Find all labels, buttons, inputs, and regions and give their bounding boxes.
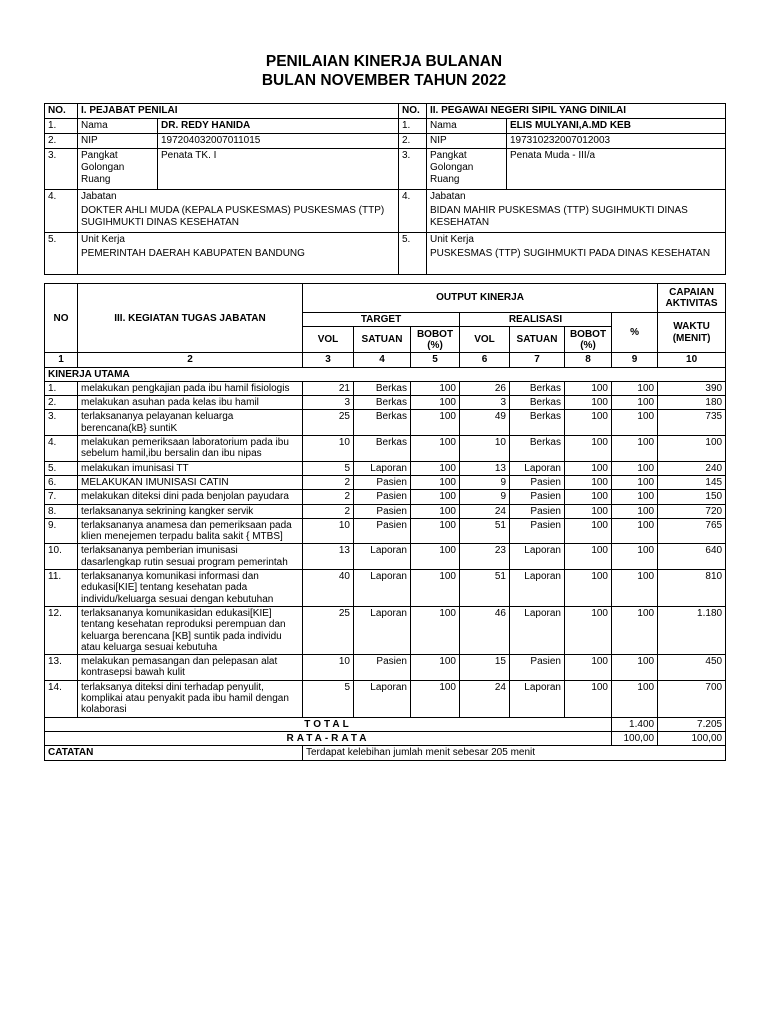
- activity-description: MELAKUKAN IMUNISASI CATIN: [78, 475, 303, 489]
- target-vol: 21: [303, 381, 354, 395]
- realisasi-bobot: 100: [565, 381, 612, 395]
- kinerja-utama-label: KINERJA UTAMA: [45, 367, 726, 381]
- target-satuan: Berkas: [354, 381, 411, 395]
- average-percent: 100,00: [612, 731, 658, 745]
- realisasi-vol: 24: [460, 504, 510, 518]
- row-number: 5.: [45, 232, 78, 275]
- header-target: TARGET: [303, 313, 460, 327]
- target-vol: 25: [303, 410, 354, 436]
- row-number: 1.: [45, 381, 78, 395]
- row-number: 1.: [45, 119, 78, 134]
- target-satuan: Pasien: [354, 504, 411, 518]
- catatan-label: CATATAN: [45, 746, 303, 760]
- pejabat-nip-value: 197204032007011015: [158, 134, 399, 149]
- activity-row: [45, 544, 726, 570]
- waktu-value: 640: [658, 544, 726, 570]
- identity-table: [44, 103, 726, 275]
- activity-description: terlaksananya komunikasi informasi dan edukasi[KIE] tentang kesehatan pada individu/keluarga sesuai dengan kebutuhan: [78, 570, 303, 607]
- waktu-value: 180: [658, 396, 726, 410]
- identity-header-row: [45, 104, 726, 119]
- target-vol: 3: [303, 396, 354, 410]
- document-title: PENILAIAN KINERJA BULANAN: [265, 53, 503, 70]
- realisasi-vol: 9: [460, 475, 510, 489]
- kinerja-table: [44, 283, 726, 761]
- realisasi-vol: 51: [460, 518, 510, 544]
- waktu-value: 450: [658, 655, 726, 681]
- target-vol: 13: [303, 544, 354, 570]
- header-row-1: [45, 284, 726, 313]
- identity-row-jabatan-label: [45, 190, 726, 205]
- realisasi-vol: 13: [460, 461, 510, 475]
- header-realisasi: REALISASI: [460, 313, 612, 327]
- realisasi-vol: 23: [460, 544, 510, 570]
- activity-description: melakukan imunisasi TT: [78, 461, 303, 475]
- header-realisasi-satuan: SATUAN: [510, 327, 565, 353]
- pegawai-section-title: II. PEGAWAI NEGERI SIPIL YANG DINILAI: [427, 104, 726, 119]
- average-label: RATA-RATA: [45, 731, 612, 745]
- column-number: 7: [510, 353, 565, 367]
- field-label: Jabatan: [427, 190, 726, 205]
- row-number: 5.: [399, 232, 427, 275]
- row-number: 2.: [45, 134, 78, 149]
- target-bobot: 100: [411, 461, 460, 475]
- target-satuan: Pasien: [354, 490, 411, 504]
- column-number: 9: [612, 353, 658, 367]
- realisasi-satuan: Berkas: [510, 410, 565, 436]
- target-satuan: Berkas: [354, 436, 411, 462]
- target-vol: 5: [303, 461, 354, 475]
- pejabat-jabatan-value: DOKTER AHLI MUDA (KEPALA PUSKESMAS) PUSKESMAS (TTP) SUGIHMUKTI DINAS KESEHATAN: [78, 204, 399, 232]
- target-satuan: Berkas: [354, 410, 411, 436]
- row-number: 4.: [45, 190, 78, 233]
- row-number: 1.: [399, 119, 427, 134]
- pejabat-section-title: I. PEJABAT PENILAI: [78, 104, 399, 119]
- header-kegiatan: III. KEGIATAN TUGAS JABATAN: [78, 284, 303, 353]
- header-percent: %: [612, 313, 658, 353]
- realisasi-bobot: 100: [565, 518, 612, 544]
- realisasi-vol: 15: [460, 655, 510, 681]
- realisasi-satuan: Berkas: [510, 436, 565, 462]
- waktu-value: 720: [658, 504, 726, 518]
- realisasi-bobot: 100: [565, 544, 612, 570]
- target-satuan: Laporan: [354, 461, 411, 475]
- row-number: 8.: [45, 504, 78, 518]
- target-satuan: Pasien: [354, 518, 411, 544]
- target-vol: 10: [303, 518, 354, 544]
- realisasi-satuan: Pasien: [510, 490, 565, 504]
- column-number: 3: [303, 353, 354, 367]
- realisasi-satuan: Laporan: [510, 570, 565, 607]
- activity-description: melakukan asuhan pada kelas ibu hamil: [78, 396, 303, 410]
- identity-row-unit-value: [45, 247, 726, 275]
- header-target-vol: VOL: [303, 327, 354, 353]
- document-subtitle: BULAN NOVEMBER TAHUN 2022: [261, 72, 507, 89]
- realisasi-vol: 51: [460, 570, 510, 607]
- percent-value: 100: [612, 461, 658, 475]
- percent-value: 100: [612, 475, 658, 489]
- activity-row: [45, 680, 726, 717]
- target-satuan: Pasien: [354, 655, 411, 681]
- field-label: NIP: [78, 134, 158, 149]
- realisasi-satuan: Pasien: [510, 518, 565, 544]
- target-bobot: 100: [411, 570, 460, 607]
- header-waktu: WAKTU (MENIT): [658, 313, 726, 353]
- realisasi-bobot: 100: [565, 680, 612, 717]
- target-satuan: Laporan: [354, 544, 411, 570]
- activity-row: [45, 396, 726, 410]
- activity-description: melakukan diteksi dini pada benjolan payudara: [78, 490, 303, 504]
- realisasi-satuan: Berkas: [510, 381, 565, 395]
- target-bobot: 100: [411, 544, 460, 570]
- target-bobot: 100: [411, 475, 460, 489]
- pegawai-jabatan-value: BIDAN MAHIR PUSKESMAS (TTP) SUGIHMUKTI DINAS KESEHATAN: [427, 204, 726, 232]
- activity-row: [45, 504, 726, 518]
- realisasi-vol: 3: [460, 396, 510, 410]
- activity-row: [45, 606, 726, 654]
- target-satuan: Berkas: [354, 396, 411, 410]
- percent-value: 100: [612, 606, 658, 654]
- row-number: 10.: [45, 544, 78, 570]
- header-output-kinerja: OUTPUT KINERJA: [303, 284, 658, 313]
- row-number: 7.: [45, 490, 78, 504]
- percent-value: 100: [612, 544, 658, 570]
- realisasi-satuan: Pasien: [510, 475, 565, 489]
- waktu-value: 145: [658, 475, 726, 489]
- pegawai-no-header: NO.: [399, 104, 427, 119]
- activity-description: terlaksananya komunikasidan edukasi[KIE] tentang kesehatan reproduksi perempuan dan keluarga berencana [KB] suntik pada individu atau keluarga sesuai kebutuha: [78, 606, 303, 654]
- realisasi-bobot: 100: [565, 606, 612, 654]
- activity-description: melakukan pengkajian pada ibu hamil fisiologis: [78, 381, 303, 395]
- percent-value: 100: [612, 396, 658, 410]
- row-number: 9.: [45, 518, 78, 544]
- percent-value: 100: [612, 436, 658, 462]
- row-number: 14.: [45, 680, 78, 717]
- row-number: 4.: [399, 190, 427, 233]
- target-bobot: 100: [411, 606, 460, 654]
- column-number: 2: [78, 353, 303, 367]
- realisasi-bobot: 100: [565, 570, 612, 607]
- target-bobot: 100: [411, 518, 460, 544]
- target-satuan: Laporan: [354, 606, 411, 654]
- identity-row-unit-label: [45, 232, 726, 247]
- row-number: 11.: [45, 570, 78, 607]
- activity-rows: [45, 381, 726, 717]
- target-satuan: Pasien: [354, 475, 411, 489]
- target-bobot: 100: [411, 490, 460, 504]
- column-number: 6: [460, 353, 510, 367]
- activity-row: [45, 490, 726, 504]
- catatan-row: [45, 746, 726, 760]
- realisasi-satuan: Pasien: [510, 504, 565, 518]
- field-label: Unit Kerja: [427, 232, 726, 247]
- realisasi-vol: 9: [460, 490, 510, 504]
- average-waktu: 100,00: [658, 731, 726, 745]
- realisasi-bobot: 100: [565, 504, 612, 518]
- field-label: Unit Kerja: [78, 232, 399, 247]
- average-row: [45, 731, 726, 745]
- field-label: NIP: [427, 134, 507, 149]
- row-number: 6.: [45, 475, 78, 489]
- activity-description: terlaksananya sekrining kangker servik: [78, 504, 303, 518]
- realisasi-bobot: 100: [565, 475, 612, 489]
- realisasi-bobot: 100: [565, 410, 612, 436]
- column-number: 1: [45, 353, 78, 367]
- realisasi-bobot: 100: [565, 461, 612, 475]
- target-bobot: 100: [411, 396, 460, 410]
- realisasi-bobot: 100: [565, 396, 612, 410]
- target-bobot: 100: [411, 504, 460, 518]
- activity-description: terlaksananya anamesa dan pemeriksaan pada klien menejemen terpadu balita sakit { MTBS]: [78, 518, 303, 544]
- identity-row-nip: [45, 134, 726, 149]
- total-percent: 1.400: [612, 717, 658, 731]
- realisasi-bobot: 100: [565, 490, 612, 504]
- header-target-bobot: BOBOT (%): [411, 327, 460, 353]
- header-target-satuan: SATUAN: [354, 327, 411, 353]
- header-no: NO: [45, 284, 78, 353]
- row-number: 3.: [45, 410, 78, 436]
- field-label: Nama: [427, 119, 507, 134]
- identity-row-pangkat: [45, 149, 726, 190]
- activity-row: [45, 461, 726, 475]
- waktu-value: 1.180: [658, 606, 726, 654]
- activity-row: [45, 381, 726, 395]
- percent-value: 100: [612, 655, 658, 681]
- catatan-text: Terdapat kelebihan jumlah menit sebesar 205 menit: [303, 746, 726, 760]
- realisasi-satuan: Laporan: [510, 544, 565, 570]
- pegawai-nip-value: 197310232007012003: [507, 134, 726, 149]
- header-capaian: CAPAIAN AKTIVITAS: [658, 284, 726, 313]
- row-number: 5.: [45, 461, 78, 475]
- realisasi-vol: 24: [460, 680, 510, 717]
- waktu-value: 765: [658, 518, 726, 544]
- target-vol: 5: [303, 680, 354, 717]
- total-waktu: 7.205: [658, 717, 726, 731]
- realisasi-satuan: Berkas: [510, 396, 565, 410]
- target-satuan: Laporan: [354, 680, 411, 717]
- pejabat-nama-value: DR. REDY HANIDA: [158, 119, 399, 134]
- identity-row-jabatan-value: [45, 204, 726, 232]
- row-number: 4.: [45, 436, 78, 462]
- percent-value: 100: [612, 518, 658, 544]
- waktu-value: 735: [658, 410, 726, 436]
- pejabat-unit-value: PEMERINTAH DAERAH KABUPATEN BANDUNG: [78, 247, 399, 275]
- percent-value: 100: [612, 504, 658, 518]
- row-number: 12.: [45, 606, 78, 654]
- activity-row: [45, 410, 726, 436]
- column-number: 4: [354, 353, 411, 367]
- activity-description: terlaksananya pelayanan keluarga berencana(kB} suntiK: [78, 410, 303, 436]
- row-number: 3.: [45, 149, 78, 190]
- pegawai-pangkat-value: Penata Muda - III/a: [507, 149, 726, 190]
- realisasi-vol: 26: [460, 381, 510, 395]
- total-label: TOTAL: [45, 717, 612, 731]
- percent-value: 100: [612, 570, 658, 607]
- realisasi-satuan: Pasien: [510, 655, 565, 681]
- identity-row-nama: [45, 119, 726, 134]
- row-number: 3.: [399, 149, 427, 190]
- target-vol: 10: [303, 655, 354, 681]
- target-satuan: Laporan: [354, 570, 411, 607]
- activity-description: melakukan pemasangan dan pelepasan alat kontrasepsi bawah kulit: [78, 655, 303, 681]
- realisasi-vol: 10: [460, 436, 510, 462]
- target-vol: 25: [303, 606, 354, 654]
- field-label: Nama: [78, 119, 158, 134]
- realisasi-satuan: Laporan: [510, 461, 565, 475]
- realisasi-satuan: Laporan: [510, 606, 565, 654]
- waktu-value: 100: [658, 436, 726, 462]
- kinerja-utama-row: [45, 367, 726, 381]
- percent-value: 100: [612, 680, 658, 717]
- header-realisasi-vol: VOL: [460, 327, 510, 353]
- activity-row: [45, 436, 726, 462]
- waktu-value: 390: [658, 381, 726, 395]
- activity-description: terlaksanya diteksi dini terhadap penyulit, komplikai atau penyakit pada ibu hamil dengan kolaborasi: [78, 680, 303, 717]
- header-realisasi-bobot: BOBOT (%): [565, 327, 612, 353]
- percent-value: 100: [612, 410, 658, 436]
- column-number: 10: [658, 353, 726, 367]
- realisasi-bobot: 100: [565, 655, 612, 681]
- field-label: Pangkat Golongan Ruang: [78, 149, 158, 190]
- pegawai-unit-value: PUSKESMAS (TTP) SUGIHMUKTI PADA DINAS KESEHATAN: [427, 247, 726, 275]
- pegawai-nama-value: ELIS MULYANI,A.MD KEB: [507, 119, 726, 134]
- target-vol: 2: [303, 504, 354, 518]
- row-number: 13.: [45, 655, 78, 681]
- target-bobot: 100: [411, 655, 460, 681]
- activity-row: [45, 518, 726, 544]
- waktu-value: 150: [658, 490, 726, 504]
- activity-description: terlaksananya pemberian imunisasi dasarlengkap rutin sesuai program pemerintah: [78, 544, 303, 570]
- target-vol: 2: [303, 490, 354, 504]
- column-number-row: [45, 353, 726, 367]
- column-number: 5: [411, 353, 460, 367]
- total-row: [45, 717, 726, 731]
- waktu-value: 240: [658, 461, 726, 475]
- realisasi-satuan: Laporan: [510, 680, 565, 717]
- realisasi-vol: 46: [460, 606, 510, 654]
- realisasi-vol: 49: [460, 410, 510, 436]
- pejabat-pangkat-value: Penata TK. I: [158, 149, 399, 190]
- field-label: Jabatan: [78, 190, 399, 205]
- percent-value: 100: [612, 490, 658, 504]
- waktu-value: 810: [658, 570, 726, 607]
- percent-value: 100: [612, 381, 658, 395]
- target-vol: 10: [303, 436, 354, 462]
- realisasi-bobot: 100: [565, 436, 612, 462]
- target-bobot: 100: [411, 381, 460, 395]
- pejabat-no-header: NO.: [45, 104, 78, 119]
- column-number: 8: [565, 353, 612, 367]
- row-number: 2.: [45, 396, 78, 410]
- target-vol: 40: [303, 570, 354, 607]
- activity-description: melakukan pemeriksaan laboratorium pada ibu sebelum hamil,ibu bersalin dan ibu nipas: [78, 436, 303, 462]
- target-bobot: 100: [411, 680, 460, 717]
- waktu-value: 700: [658, 680, 726, 717]
- activity-row: [45, 475, 726, 489]
- target-bobot: 100: [411, 436, 460, 462]
- activity-row: [45, 570, 726, 607]
- activity-row: [45, 655, 726, 681]
- field-label: Pangkat Golongan Ruang: [427, 149, 507, 190]
- target-bobot: 100: [411, 410, 460, 436]
- row-number: 2.: [399, 134, 427, 149]
- target-vol: 2: [303, 475, 354, 489]
